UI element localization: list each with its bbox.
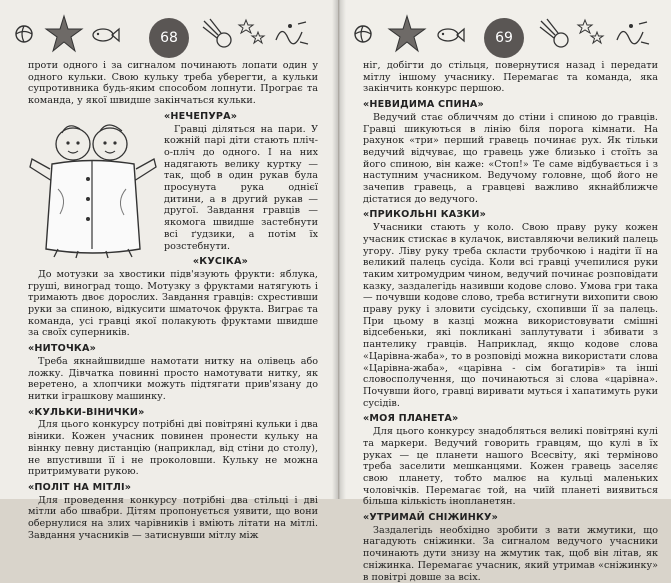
section-text-kusika: До мотузки за хвостики підв'язують фрукти: яблука, груші, виноград тощо. Мотузку з фруктами натягують і тримають двоє дорослих. Завдання гравців: схрестивши руки за спиною, відкусити шматочок фрукта. Виграє та команда, усі гравці якої полакують фруктами швидше за своїх суперників. xyxy=(28,268,318,339)
section-text-nytochka: Треба якнайшвидше намотати нитку на олівець або ложку. Дівчатка повинні просто намотувати нитку, як веретено, а хлопчики можуть підтягати прив'язану до нитки іграшкову машинку. xyxy=(28,355,318,402)
doodle-icon xyxy=(613,18,653,48)
right-page-body xyxy=(363,60,658,583)
ball-icon xyxy=(14,24,34,44)
section-title-nechepura: «НЕЧЕПУРА» xyxy=(164,110,238,122)
section-text-prykolni-kazky: Учасники стають у коло. Свою праву руку кожен учасник стискає в кулачок, виставляючи великий палець угору. Ліву руку треба скласти трубочкою і надіти її на великий палець сусіда. Коли всі гравці учепилися руки таким хитромудрим чином, ведучий починає розповідати казку, заздалегідь називши кодове слово. Умова гри така — почувши кодове слово, треба встигнути вихопити свою праву руку і зловити сусідську, схопивши її за палець. При цьому в казці можна використовувати смішні відсебеньки, які покликані заплутувати і збивати з пантелику гравців. Наприклад, якщо кодове слова «Царівна-жаба», то в розповіді можна використати слова «Царівна-жаба», «царівна - сім богатирів» та інші словосполучення, що починаються зі слова «царівна». Почувши його, гравці виривати муться і хапатимуть руки сусідів. xyxy=(363,222,658,409)
section-text-nechepura: Гравці діляться на пари. У кожній парі діти стають пліч-о-пліч до одного. І на них надягають велику куртку — так, щоб в один рукав була просунута рука однієї дитини, а в другий рукав — другої. Завдання гравців — якомога швидше застебнути всі ґудзики, а потім їх розстебнути. xyxy=(164,123,318,252)
section-title-kulky-vinychky: «КУЛЬКИ-ВІНИЧКИ» xyxy=(28,406,145,418)
section-text-moya-planeta: Для цього конкурсу знадобляться великі повітряні кулі та маркери. Ведучий говорить гравцям, що кулі в їх руках — це планети нашого Всесвіту, які терміново треба заселити мешканцями. Кожен гравець заселяє свою планету, тобто малює на кульці маленьких чоловічків. Перемагає той, на чиїй планеті виявиться більша кількість інопланетян. xyxy=(363,426,658,508)
right-intro-paragraph: ніг, добігти до стільця, повернутися назад і передати мітлу іншому учаснику. Перемагає та команда, яка закінчить конкурс першою. xyxy=(363,60,658,95)
starfish-icon xyxy=(387,14,427,54)
left-page-body xyxy=(28,60,318,541)
kids-in-jacket-illustration xyxy=(28,109,158,259)
comet-icon xyxy=(537,16,573,52)
comet-icon xyxy=(200,16,236,52)
starfish-icon xyxy=(44,14,84,54)
section-title-kusika: «КУСІКА» xyxy=(192,256,248,268)
section-title-utrymai-snizhynku: «УТРИМАЙ СНІЖИНКУ» xyxy=(363,512,499,524)
stars-icon xyxy=(577,16,605,46)
section-text-nevydyma-spyna: Ведучий стає обличчям до стіни і спиною до гравців. Гравці шикуються в лінію біля порога кімнати. На рахунок «три» перший гравець починає рух. Як тільки ведучий відчуває, що гравець уже близько і стоїть за його спиною, він каже: «Стоп!» Те саме відбувається і з наступним учасником. Ведучому головне, щоб його не зачепив гравець, а гравцеві важливо якнайближче дістатися до ведучого. xyxy=(363,111,658,205)
section-text-kulky-vinychky: Для цього конкурсу потрібні дві повітряні кульки і два віники. Кожен учасник повинен пронести кульку на віннку певну дистанцію (наприклад, від стіни до столу), не впустивши її і не проколовши. Кульку не можна притримувати рукою. xyxy=(28,419,318,478)
doodle-icon xyxy=(272,18,312,48)
section-text-utrymai-snizhynku: Заздалегідь необхідно зробити з вати жмутики, що нагадують сніжинки. За сигналом ведучого учасники починають дути знизу на жмутик так, щоб він літав, як сніжинка. Перемагає учасник, який утримав «сніжинку» в повітрі довше за всіх. xyxy=(363,524,658,583)
book-gutter-shadow xyxy=(332,0,346,499)
section-text-polit-na-mitli: Для проведення конкурсу потрібні два стільці і дві мітли або швабри. Дітям пропонується уявити, що вони обернулися на злих чарівників і вміють літати на мітлі. Завдання учасників — затиснувши мітлу між xyxy=(28,494,318,541)
section-title-polit-na-mitli: «ПОЛІТ НА МІТЛІ» xyxy=(28,481,132,493)
section-title-prykolni-kazky: «ПРИКОЛЬНІ КАЗКИ» xyxy=(363,209,487,221)
right-page xyxy=(339,0,671,583)
stars-icon xyxy=(238,16,266,46)
right-page-number: 69 xyxy=(484,18,524,58)
section-title-moya-planeta: «МОЯ ПЛАНЕТА» xyxy=(363,413,459,425)
left-page-number: 68 xyxy=(149,18,189,58)
fish-icon xyxy=(435,24,465,46)
section-title-nevydyma-spyna: «НЕВИДИМА СПИНА» xyxy=(363,99,484,111)
left-page xyxy=(0,0,338,541)
right-page-header xyxy=(339,6,671,60)
left-intro-paragraph: проти одного і за сигналом починають лопати один у одного кульки. Свою кульку треба уберегти, а кульки супротивника будь-яким способом лопнути. Програє та команда, у якої швидше закінчаться кульки. xyxy=(28,60,318,107)
ball-icon xyxy=(353,24,373,44)
fish-icon xyxy=(90,24,120,46)
left-page-header xyxy=(0,6,338,60)
section-title-nytochka: «НИТОЧКА» xyxy=(28,343,96,355)
